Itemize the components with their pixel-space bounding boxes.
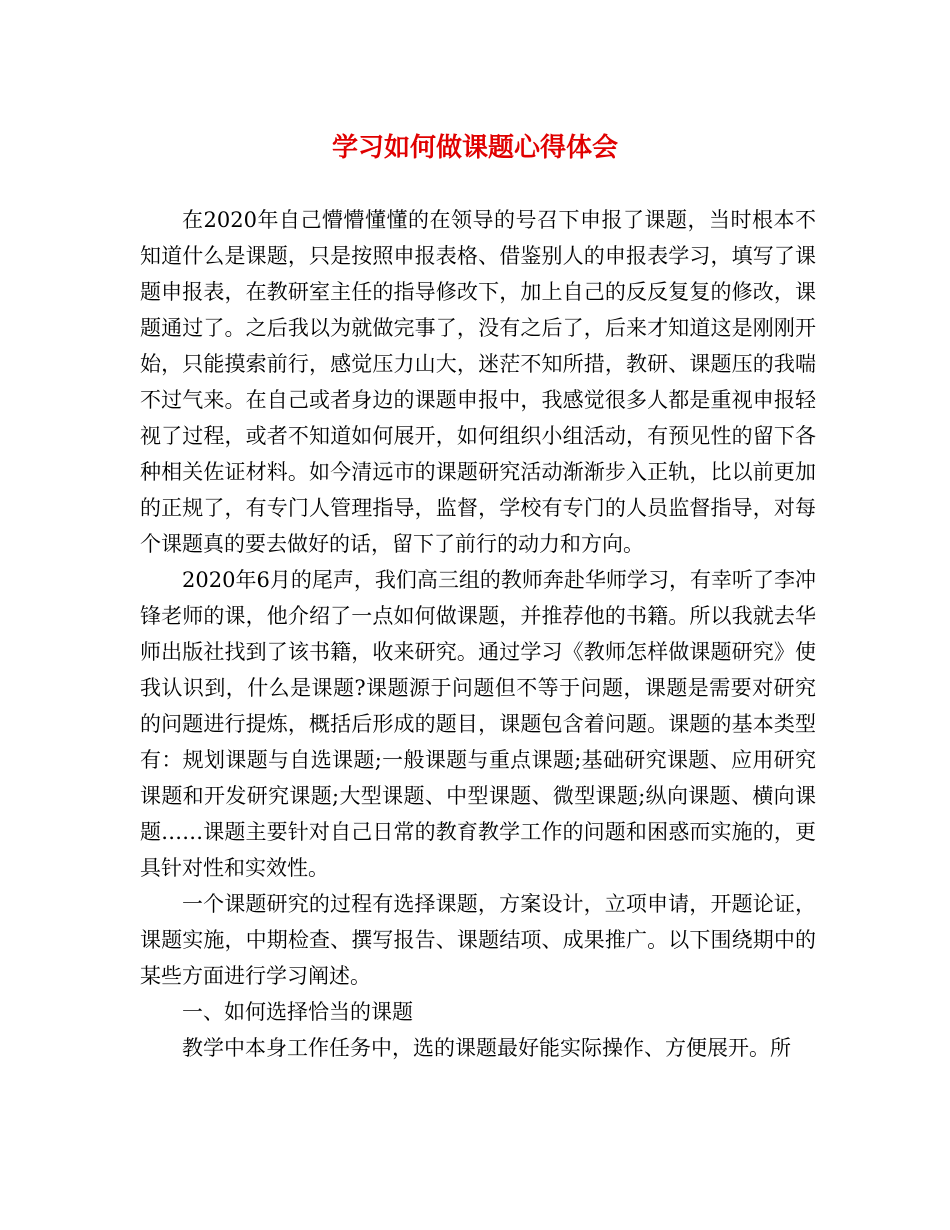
paragraph: 一个课题研究的过程有选择课题，方案设计，立项申请，开题论证，课题实施，中期检查、撰写报告、课题结项、成果推广。以下围绕期中的某些方面进行学习阐述。	[140, 892, 816, 988]
paragraph: 教学中本身工作任务中，选的课题最好能实际操作、方便展开。所	[182, 1036, 791, 1060]
document-title: 学习如何做课题心得体会	[331, 133, 618, 163]
paragraph: 在2020年自己懵懵懂懂的在领导的号召下申报了课题，当时根本不知道什么是课题，只是按照申报表格、借鉴别人的申报表学习，填写了课题申报表，在教研室主任的指导修改下，加上自己的反反复复的修改，课题通过了。之后我以为就做完事了，没有之后了，后来才知道这是刚刚开始，只能摸索前行，感觉压力山大，迷茫不知所措，教研、课题压的我喘不过气来。在自己或者身边的课题申报中，我感觉很多人都是重视申报轻视了过程，或者不知道如何展开，如何组织小组活动，有预见性的留下各种相关佐证材料。如今清远市的课题研究活动渐渐步入正轨，比以前更加的正规了，有专门人管理指导，监督，学校有专门的人员监督指导，对每个课题真的要去做好的话，留下了前行的动力和方向。	[140, 208, 816, 556]
document-body	[140, 202, 816, 1066]
paragraph: 2020年6月的尾声，我们高三组的教师奔赴华师学习，有幸听了李冲锋老师的课，他介绍了一点如何做课题，并推荐他的书籍。所以我就去华师出版社找到了该书籍，收来研究。通过学习《教师怎样做课题研究》使我认识到，什么是课题?课题源于问题但不等于问题，课题是需要对研究的问题进行提炼，概括后形成的题目，课题包含着问题。课题的基本类型有：规划课题与自选课题;一般课题与重点课题;基础研究课题、应用研究课题和开发研究课题;大型课题、中型课题、微型课题;纵向课题、横向课题……课题主要针对自己日常的教育教学工作的问题和困惑而实施的，更具针对性和实效性。	[140, 568, 816, 880]
section-heading: 一、如何选择恰当的课题	[182, 1000, 413, 1024]
